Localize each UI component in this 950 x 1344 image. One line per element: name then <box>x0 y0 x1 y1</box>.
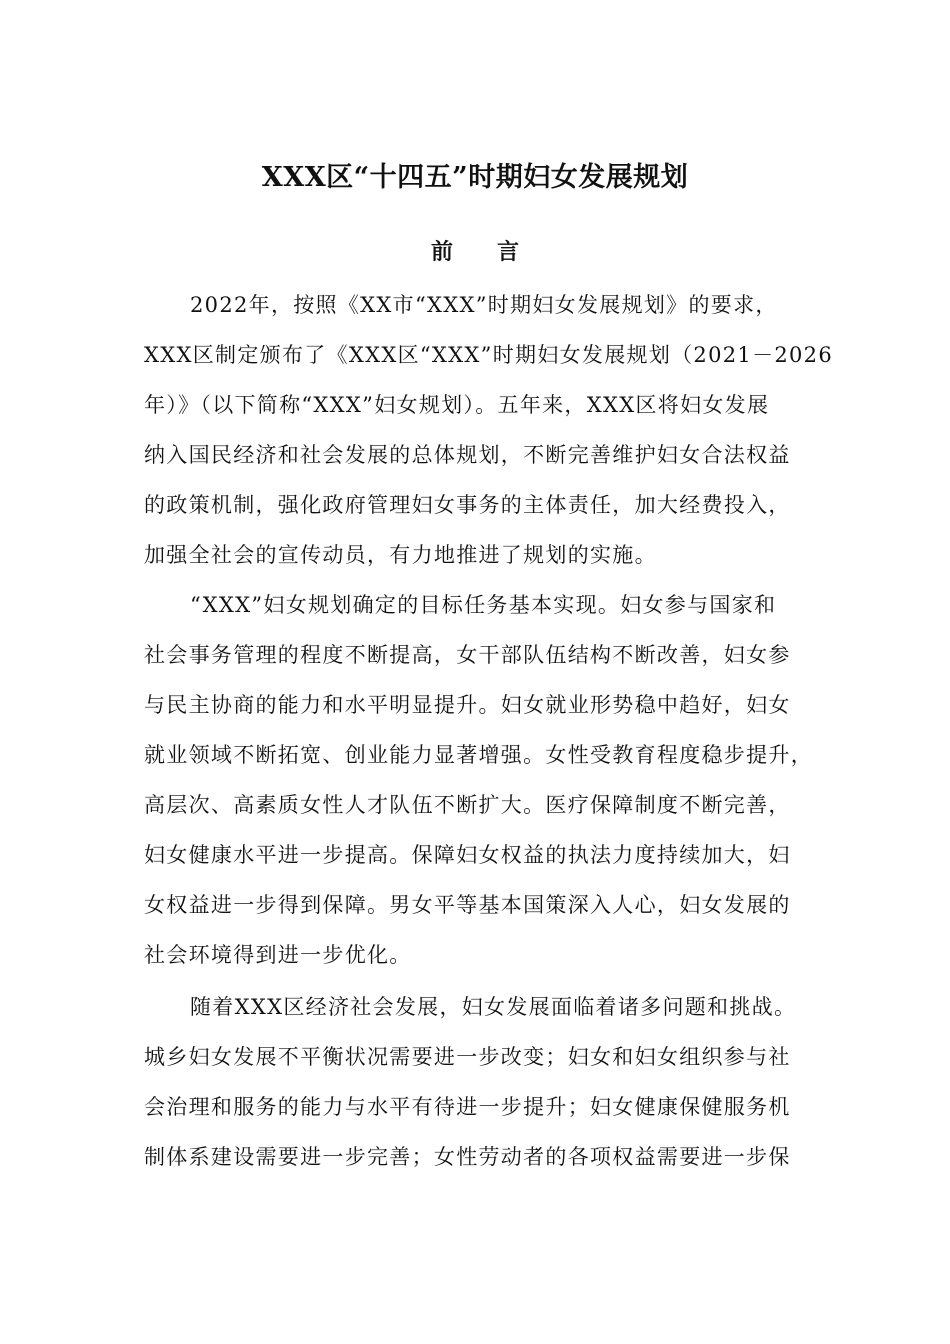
section-heading-right: 言 <box>497 239 520 265</box>
paragraph-line: 妇女健康水平进一步提高。保障妇女权益的执法力度持续加大，妇 <box>144 843 791 867</box>
paragraph-line: 年）》（以下简称“XXX”妇女规划）。五年来，XXX区将妇女发展 <box>144 393 770 417</box>
document-body <box>144 280 834 1182</box>
paragraph-line: 女权益进一步得到保障。男女平等基本国策深入人心，妇女发展的 <box>144 893 791 917</box>
section-heading-left: 前 <box>430 239 453 265</box>
paragraph-line: 的政策机制，强化政府管理妇女事务的主体责任，加大经费投入， <box>144 493 791 517</box>
paragraph-line: 社会事务管理的程度不断提高，女干部队伍结构不断改善，妇女参 <box>144 643 791 667</box>
paragraph-line: 随着XXX区经济社会发展，妇女发展面临着诸多问题和挑战。 <box>190 995 797 1019</box>
paragraph-1 <box>144 280 834 580</box>
paragraph-line: “XXX”妇女规划确定的目标任务基本实现。妇女参与国家和 <box>190 593 777 617</box>
document-title: XXX区“十四五”时期妇女发展规划 <box>261 162 689 193</box>
paragraph-line: 2022年，按照《XX市“XXX”时期妇女发展规划》的要求， <box>190 293 778 317</box>
paragraph-2 <box>144 580 813 980</box>
paragraph-line: 社会环境得到进一步优化。 <box>144 943 412 967</box>
paragraph-line: 加强全社会的宣传动员，有力地推进了规划的实施。 <box>144 543 657 567</box>
paragraph-line: 与民主协商的能力和水平明显提升。妇女就业形势稳中趋好，妇女 <box>144 693 791 717</box>
paragraph-line: 纳入国民经济和社会发展的总体规划，不断完善维护妇女合法权益 <box>144 443 791 467</box>
section-heading <box>0 234 950 270</box>
paragraph-3 <box>144 982 802 1182</box>
paragraph-line: 制体系建设需要进一步完善；女性劳动者的各项权益需要进一步保 <box>144 1145 791 1169</box>
paragraph-line: 就业领域不断拓宽、创业能力显著增强。女性受教育程度稳步提升， <box>144 743 813 767</box>
paragraph-line: 高层次、高素质女性人才队伍不断扩大。医疗保障制度不断完善， <box>144 793 791 817</box>
paragraph-line: 城乡妇女发展不平衡状况需要进一步改变；妇女和妇女组织参与社 <box>144 1045 791 1069</box>
paragraph-line: 会治理和服务的能力与水平有待进一步提升；妇女健康保健服务机 <box>144 1095 791 1119</box>
paragraph-line: XXX区制定颁布了《XXX区“XXX”时期妇女发展规划（2021－2026 <box>144 343 834 367</box>
